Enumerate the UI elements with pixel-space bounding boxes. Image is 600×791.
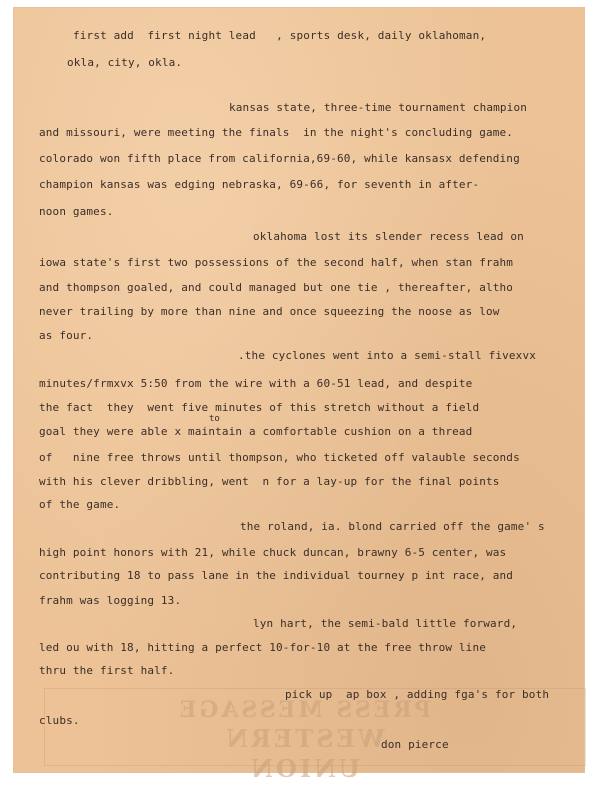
text-line: and missouri, were meeting the finals in the night's concluding game.: [39, 126, 514, 139]
text-line: pick up ap box , adding fga's for both: [285, 688, 550, 701]
text-line: thru the first half.: [39, 664, 175, 677]
text-line: contributing 18 to pass lane in the individual tourney p int race, and: [39, 569, 514, 582]
text-line: frahm was logging 13.: [39, 594, 182, 607]
text-line: never trailing by more than nine and once squeezing the noose as low: [39, 305, 500, 318]
text-line: colorado won fifth place from california,69-60, while kansasx defending: [39, 152, 520, 165]
text-line: clubs.: [39, 714, 80, 727]
interlinear-insert: to: [209, 414, 220, 424]
text-line: goal they were able x maintain a comfortable cushion on a thread: [39, 425, 473, 438]
text-line: lyn hart, the semi-bald little forward,: [253, 617, 518, 630]
text-line: as four.: [39, 329, 94, 342]
text-line: the roland, ia. blond carried off the game' s: [240, 520, 545, 533]
text-line: of the game.: [39, 498, 121, 511]
text-line: high point honors with 21, while chuck duncan, brawny 6-5 center, was: [39, 546, 507, 559]
text-line: iowa state's first two possessions of the second half, when stan frahm: [39, 256, 514, 269]
header-line-2: okla, city, okla.: [67, 56, 183, 69]
text-line: the fact they went five minutes of this stretch without a field: [39, 401, 480, 414]
text-line: with his clever dribbling, went n for a lay-up for the final points: [39, 475, 500, 488]
western-union-watermark: [174, 696, 434, 783]
text-line: led ou with 18, hitting a perfect 10-for-10 at the free throw line: [39, 641, 486, 654]
text-line: of nine free throws until thompson, who ticketed off valauble seconds: [39, 451, 520, 464]
text-line: noon games.: [39, 205, 114, 218]
signature-line: don pierce: [381, 738, 449, 751]
text-line: .the cyclones went into a semi-stall fivexvx: [238, 349, 536, 362]
header-line-1: first add first night lead , sports desk, daily oklahoman,: [73, 29, 487, 42]
watermark-line-1: PRESS MESSAGE: [176, 697, 432, 723]
text-line: and thompson goaled, and could managed but one tie , thereafter, altho: [39, 281, 514, 294]
watermark-line-2: WESTERN UNION: [223, 724, 385, 783]
telegram-page: [14, 8, 584, 783]
text-line: champion kansas was edging nebraska, 69-66, for seventh in after-: [39, 178, 480, 191]
text-line: kansas state, three-time tournament champion: [229, 101, 527, 114]
text-line: minutes/frmxvx 5:50 from the wire with a 60-51 lead, and despite: [39, 377, 473, 390]
text-line: oklahoma lost its slender recess lead on: [253, 230, 524, 243]
